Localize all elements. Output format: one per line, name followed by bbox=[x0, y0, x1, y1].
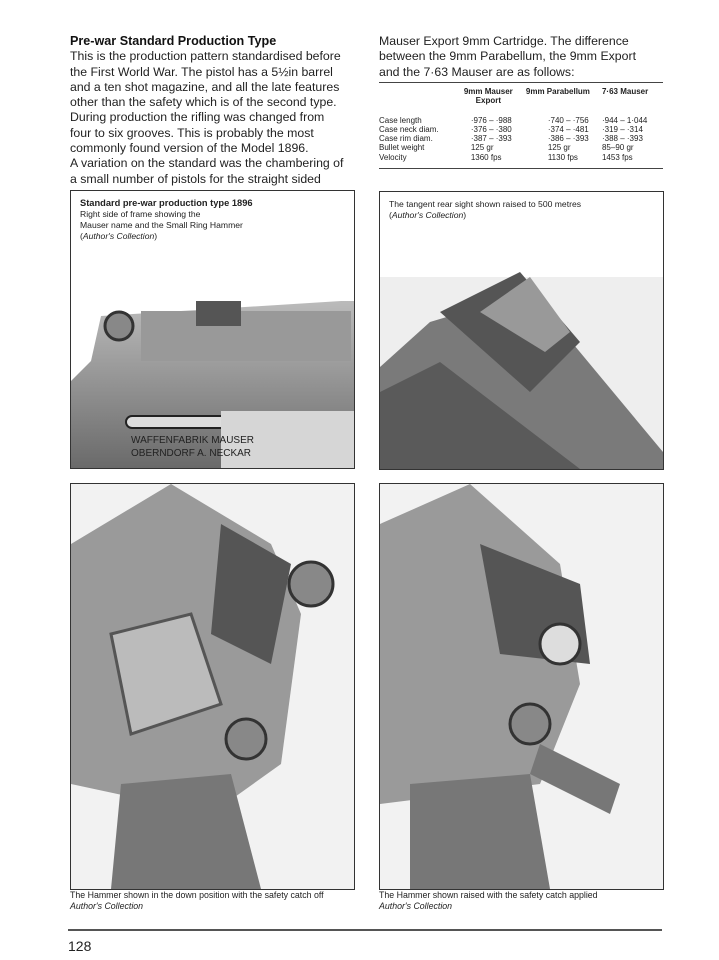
table-cell: 125 gr bbox=[547, 143, 571, 153]
engraving-line-1: WAFFENFABRIK MAUSER bbox=[131, 435, 254, 446]
table-cell: 1130 fps bbox=[547, 152, 578, 162]
hammer-down-photo bbox=[71, 484, 354, 889]
table-cell: ·740 – ·756 bbox=[547, 115, 589, 125]
caption-credit: Author's Collection bbox=[391, 210, 464, 220]
body-line: and a ten shot magazine, and all the late features bbox=[70, 79, 340, 94]
body-line: other than the safety which is of the second type. bbox=[70, 95, 337, 110]
rear-sight-photo bbox=[380, 192, 663, 469]
table-cell: ·944 – 1·044 bbox=[601, 115, 648, 125]
header-9mm-export: 9mm Mauser Export bbox=[463, 87, 513, 106]
row-label: Bullet weight bbox=[379, 143, 425, 153]
footer-rule bbox=[68, 929, 662, 931]
photo-caption: Standard pre-war production type 1896 Right side of frame showing the Mauser name and the Small Ring Hammer (Author's Collection) bbox=[80, 198, 253, 241]
body-line: Mauser Export 9mm Cartridge. The difference bbox=[379, 34, 629, 48]
body-line: four to six grooves. This is probably the most bbox=[70, 125, 314, 140]
table-cell: ·388 – ·393 bbox=[601, 134, 643, 144]
caption-line: Right side of frame showing the bbox=[80, 209, 201, 219]
table-cell: ·386 – ·393 bbox=[547, 134, 589, 144]
table-cell: 1360 fps bbox=[470, 152, 502, 162]
table-cell: ·387 – ·393 bbox=[470, 134, 512, 144]
photo-caption: The tangent rear sight shown raised to 500 metres (Author's Collection) bbox=[389, 199, 582, 220]
caption-hammer-down bbox=[70, 890, 360, 912]
caption-line: Mauser name and the Small Ring Hammer bbox=[80, 220, 243, 230]
page-number: 128 bbox=[68, 938, 92, 954]
photo-hammer-raised bbox=[379, 483, 664, 890]
caption-text: The Hammer shown in the down position with the safety catch off bbox=[70, 890, 324, 900]
caption-hammer-raised bbox=[379, 890, 664, 912]
caption-text: The Hammer shown raised with the safety catch applied bbox=[379, 890, 598, 900]
body-line: and the 7·63 Mauser are as follows: bbox=[379, 64, 575, 79]
table-cell: ·374 – ·481 bbox=[547, 124, 589, 134]
body-line: This is the production pattern standardised before bbox=[70, 49, 341, 64]
table-cell: 85–90 gr bbox=[601, 143, 634, 153]
table-row bbox=[379, 134, 663, 143]
caption-credit: Author's Collection bbox=[82, 231, 155, 241]
table-row bbox=[379, 125, 663, 134]
table-cell: ·319 – ·314 bbox=[601, 124, 643, 134]
table-cell: ·376 – ·380 bbox=[470, 124, 512, 134]
table-row bbox=[379, 153, 663, 168]
table-cell: 125 gr bbox=[470, 143, 494, 153]
body-line: the First World War. The pistol has a 5½in barrel bbox=[70, 64, 333, 79]
header-763-mauser: 7·63 Mauser bbox=[601, 87, 649, 96]
photo-hammer-down bbox=[70, 483, 355, 890]
caption-title: Standard pre-war production type 1896 bbox=[80, 198, 253, 208]
intro-text bbox=[70, 34, 350, 187]
photo-frame-name bbox=[70, 190, 355, 469]
body-line: commonly found version of the Model 1896. bbox=[70, 141, 309, 156]
body-line: a small number of pistols for the straight sided bbox=[70, 171, 321, 186]
table-cell: 1453 fps bbox=[601, 152, 633, 162]
hammer-raised-photo bbox=[380, 484, 663, 889]
table-row bbox=[379, 112, 663, 125]
header-blank bbox=[379, 83, 453, 112]
caption-credit: Author's Collection bbox=[379, 901, 453, 911]
row-label: Case neck diam. bbox=[379, 124, 439, 134]
section-heading: Pre-war Standard Production Type bbox=[70, 34, 277, 48]
row-label: Case length bbox=[379, 115, 422, 125]
table-cell: ·976 – ·988 bbox=[470, 115, 512, 125]
engraving-line-2: OBERNDORF A. NECKAR bbox=[131, 448, 252, 459]
table-row bbox=[379, 143, 663, 152]
caption-line: The tangent rear sight shown raised to 500 metres bbox=[389, 199, 582, 209]
header-9mm-parabellum: 9mm Parabellum bbox=[525, 87, 590, 96]
body-line: between the 9mm Parabellum, the 9mm Export bbox=[379, 49, 636, 64]
continued-text bbox=[379, 34, 664, 80]
row-label: Velocity bbox=[379, 152, 407, 162]
photo-rear-sight bbox=[379, 191, 664, 470]
body-line: A variation on the standard was the chambering of bbox=[70, 156, 344, 171]
cartridge-comparison-table bbox=[379, 82, 663, 169]
row-label: Case rim diam. bbox=[379, 134, 433, 144]
body-line: During production the rifling was changed from bbox=[70, 110, 325, 125]
caption-credit: Author's Collection bbox=[70, 901, 144, 911]
